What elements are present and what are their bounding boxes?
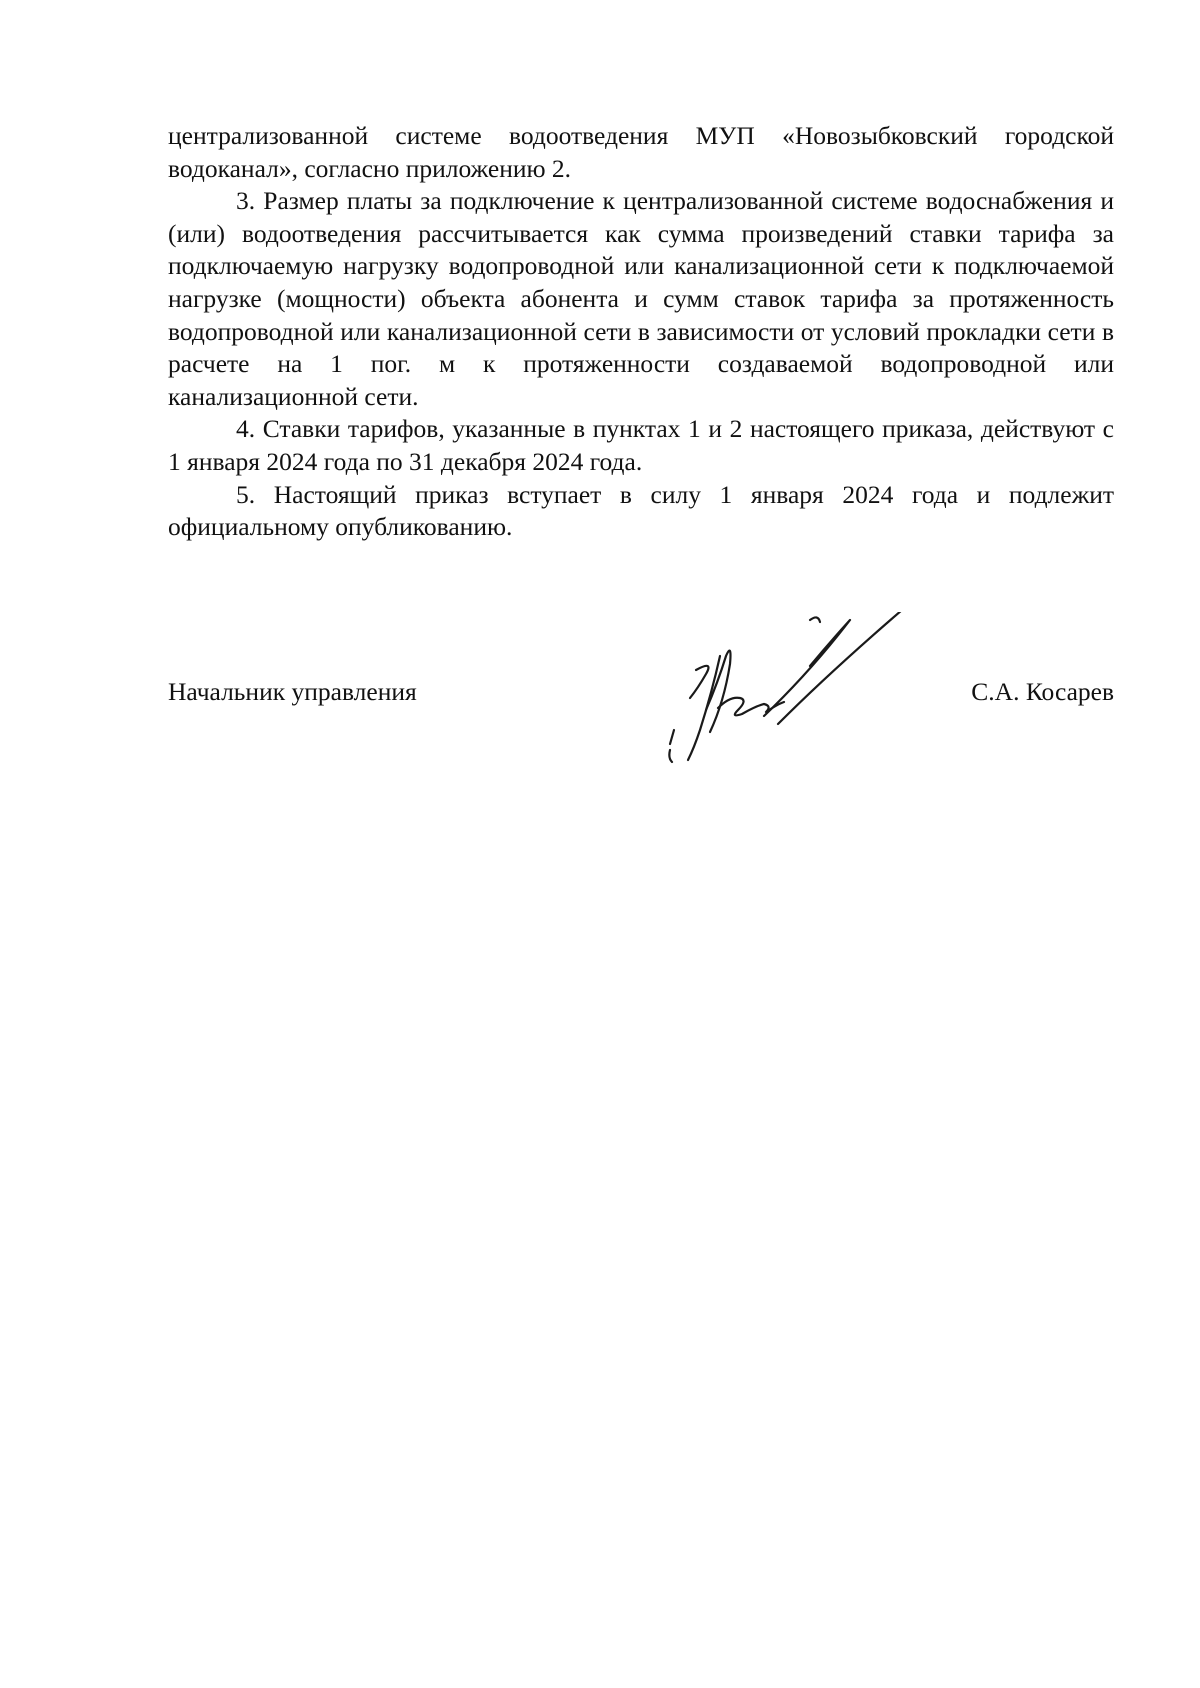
paragraph-continuation: централизованной системе водоотведения МУП «Новозыбковский городской водоканал», согласно приложению 2. [168,121,1114,183]
signer-name: С.А. Косарев [971,677,1114,706]
paragraph-item-4: 4. Ставки тарифов, указанные в пунктах 1 и 2 настоящего приказа, действуют с 1 января 2024 года по 31 декабря 2024 года. [168,414,1114,476]
paragraph-item-3: 3. Размер платы за подключение к централизованной системе водоснабжения и (или) водоотведения рассчитывается как сумма произведений ставки тарифа за подключаемую нагрузку водопроводной или канализационной сети к подключаемой нагрузке (мощности) объекта абонента и сумм ставок тарифа за протяженность водопроводной или канализационной сети в зависимости от условий прокладки сети в расчете на 1 пог. м к протяженности создаваемой водопроводной или канализационной сети. [168,186,1114,411]
paragraph-item-5: 5. Настоящий приказ вступает в силу 1 января 2024 года и подлежит официальному опубликованию. [168,479,1114,542]
signature-block [168,676,1114,716]
handwritten-signature [660,612,910,772]
position-title: Начальник управления [168,677,417,706]
document-body [168,120,1114,544]
